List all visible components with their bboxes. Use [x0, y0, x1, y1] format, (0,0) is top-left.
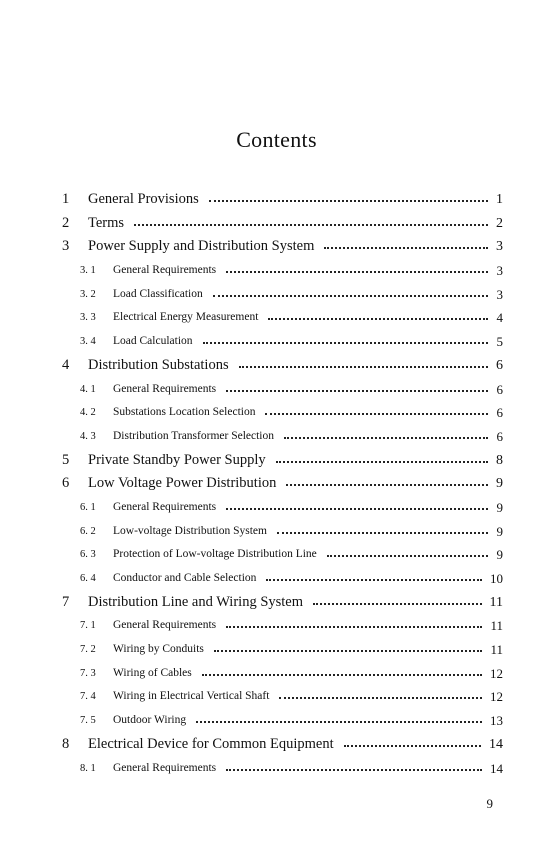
- toc-chapter-entry: [0, 591, 553, 615]
- toc-section-entry: [0, 757, 553, 781]
- toc-entry-title: General Requirements: [113, 761, 217, 774]
- toc-chapter-entry: [0, 212, 553, 236]
- toc-section-entry: [0, 496, 553, 520]
- toc-section-entry: [0, 378, 553, 402]
- toc-section-entry: [0, 567, 553, 591]
- toc-entry-title: Private Standby Power Supply: [88, 451, 266, 468]
- toc-entry-number: 8. 1: [80, 762, 96, 774]
- dot-leader: [313, 603, 482, 605]
- toc-entry-title: Distribution Transformer Selection: [113, 429, 274, 442]
- toc-entry-page: 5: [496, 334, 503, 350]
- toc-section-entry: [0, 614, 553, 638]
- toc-section-entry: [0, 685, 553, 709]
- toc-entry-number: 3. 1: [80, 265, 96, 277]
- toc-entry-page: 11: [490, 642, 503, 658]
- toc-section-entry: [0, 330, 553, 354]
- toc-entry-title: Wiring in Electrical Vertical Shaft: [113, 690, 270, 703]
- toc-entry-page: 11: [490, 618, 503, 634]
- toc-entry-number: 3. 2: [80, 288, 96, 300]
- toc-entry-number: 7. 5: [80, 715, 96, 727]
- dot-leader: [209, 200, 488, 202]
- dot-leader: [344, 745, 481, 747]
- toc-entry-number: 7: [62, 593, 70, 610]
- toc-entry-number: 5: [62, 451, 70, 468]
- dot-leader: [226, 626, 482, 628]
- toc-entry-page: 3: [496, 239, 503, 255]
- toc-chapter-entry: [0, 354, 553, 378]
- toc-entry-page: 6: [496, 405, 503, 421]
- toc-section-entry: [0, 543, 553, 567]
- toc-entry-title: General Requirements: [113, 264, 217, 277]
- dot-leader: [277, 532, 488, 534]
- toc-entry-title: Outdoor Wiring: [113, 714, 187, 727]
- table-of-contents: [0, 188, 553, 780]
- toc-section-entry: [0, 709, 553, 733]
- toc-entry-number: 1: [62, 191, 70, 207]
- toc-entry-title: Load Classification: [113, 287, 203, 300]
- dot-leader: [327, 555, 488, 557]
- toc-entry-page: 12: [490, 689, 503, 705]
- toc-entry-number: 4. 3: [80, 430, 96, 442]
- dot-leader: [279, 697, 482, 699]
- toc-entry-title: Wiring of Cables: [113, 666, 192, 679]
- toc-entry-number: 7. 2: [80, 644, 96, 656]
- dot-leader: [265, 413, 488, 415]
- toc-entry-page: 3: [496, 263, 503, 279]
- toc-chapter-entry: [0, 235, 553, 259]
- dot-leader: [324, 247, 488, 249]
- toc-entry-page: 1: [496, 192, 503, 207]
- toc-entry-title: General Requirements: [113, 500, 217, 513]
- toc-entry-number: 7. 1: [80, 620, 96, 632]
- toc-entry-number: 3: [62, 238, 70, 255]
- toc-entry-title: Electrical Device for Common Equipment: [88, 735, 334, 752]
- toc-entry-page: 3: [496, 286, 503, 302]
- page-number: 9: [486, 796, 493, 811]
- toc-entry-title: Wiring by Conduits: [113, 643, 204, 656]
- toc-entry-number: 4: [62, 356, 70, 373]
- dot-leader: [213, 295, 488, 297]
- dot-leader: [203, 342, 488, 344]
- dot-leader: [226, 271, 488, 273]
- toc-entry-number: 4. 2: [80, 407, 96, 419]
- dot-leader: [214, 650, 482, 652]
- toc-entry-number: 6. 2: [80, 525, 96, 537]
- toc-entry-number: 6: [62, 475, 70, 492]
- toc-entry-title: General Requirements: [113, 382, 217, 395]
- page-title: Contents: [236, 127, 317, 152]
- toc-entry-page: 9: [496, 523, 503, 539]
- toc-entry-number: 7. 4: [80, 691, 96, 703]
- toc-entry-page: 12: [490, 665, 503, 681]
- toc-entry-page: 14: [490, 760, 503, 776]
- dot-leader: [266, 579, 482, 581]
- toc-entry-page: 10: [490, 571, 503, 586]
- toc-section-entry: [0, 401, 553, 425]
- toc-entry-page: 6: [496, 428, 503, 444]
- toc-entry-title: Substations Location Selection: [113, 406, 256, 419]
- toc-entry-page: 11: [489, 594, 503, 610]
- dot-leader: [226, 390, 488, 392]
- toc-entry-number: 2: [62, 214, 70, 231]
- toc-entry-page: 9: [496, 476, 503, 492]
- toc-chapter-entry: [0, 449, 553, 473]
- toc-entry-number: 7. 3: [80, 667, 96, 679]
- toc-entry-number: 3. 3: [80, 312, 96, 324]
- toc-entry-number: 6. 1: [80, 501, 96, 513]
- toc-entry-title: Distribution Substations: [88, 356, 229, 373]
- toc-entry-page: 13: [490, 713, 503, 729]
- toc-entry-page: 14: [489, 736, 503, 752]
- toc-entry-number: 8: [62, 735, 70, 752]
- toc-entry-title: General Requirements: [113, 619, 217, 632]
- toc-entry-page: 6: [496, 381, 503, 397]
- toc-entry-title: Low Voltage Power Distribution: [88, 475, 277, 492]
- dot-leader: [134, 224, 488, 226]
- toc-entry-number: 6. 3: [80, 549, 96, 561]
- dot-leader: [202, 674, 482, 676]
- toc-entry-page: 8: [496, 452, 503, 468]
- toc-section-entry: [0, 662, 553, 686]
- toc-section-entry: [0, 306, 553, 330]
- toc-entry-title: Power Supply and Distribution System: [88, 238, 315, 255]
- toc-entry-page: 9: [496, 499, 503, 515]
- toc-section-entry: [0, 283, 553, 307]
- dot-leader: [239, 366, 488, 368]
- toc-entry-page: 2: [496, 215, 503, 231]
- toc-section-entry: [0, 425, 553, 449]
- toc-entry-title: Terms: [88, 214, 125, 231]
- toc-entry-title: Electrical Energy Measurement: [113, 311, 259, 324]
- dot-leader: [226, 508, 488, 510]
- toc-entry-number: 4. 1: [80, 383, 96, 395]
- toc-entry-title: Conductor and Cable Selection: [113, 572, 257, 584]
- dot-leader: [286, 484, 488, 486]
- toc-entry-title: General Provisions: [88, 191, 199, 207]
- toc-entry-page: 6: [496, 357, 503, 373]
- dot-leader: [284, 437, 488, 439]
- toc-chapter-entry: [0, 188, 553, 212]
- dot-leader: [268, 318, 488, 320]
- toc-entry-title: Distribution Line and Wiring System: [88, 593, 304, 610]
- toc-section-entry: [0, 638, 553, 662]
- toc-entry-number: 3. 4: [80, 336, 96, 348]
- toc-chapter-entry: [0, 733, 553, 757]
- dot-leader: [196, 721, 482, 723]
- toc-section-entry: [0, 259, 553, 283]
- toc-entry-title: Load Calculation: [113, 335, 193, 348]
- toc-entry-page: 4: [496, 310, 503, 326]
- toc-entry-title: Low-voltage Distribution System: [113, 524, 267, 537]
- dot-leader: [226, 769, 482, 771]
- toc-section-entry: [0, 520, 553, 544]
- toc-entry-number: 6. 4: [80, 573, 96, 584]
- toc-entry-page: 9: [496, 547, 503, 563]
- toc-entry-title: Protection of Low-voltage Distribution Line: [113, 548, 317, 561]
- dot-leader: [276, 461, 488, 463]
- toc-chapter-entry: [0, 472, 553, 496]
